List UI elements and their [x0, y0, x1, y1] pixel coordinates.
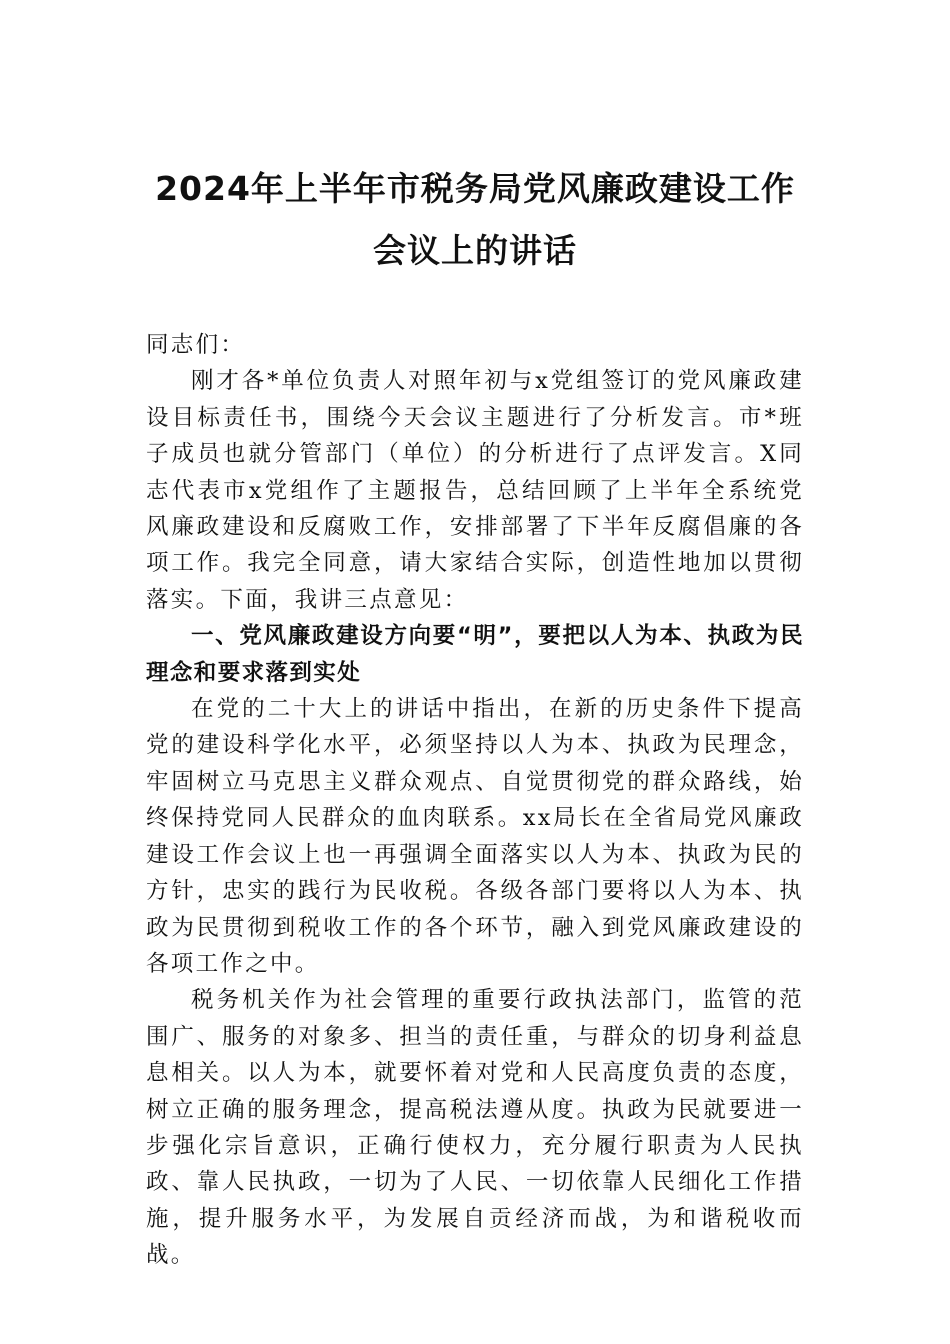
salutation: 同志们：: [146, 332, 246, 358]
paragraph-intro: 刚才各*单位负责人对照年初与x党组签订的党风廉政建设目标责任书，围绕今天会议主题进行了分析发言。市*班子成员也就分管部门（单位）的分析进行了点评发言。X同志代表市x党组作了主题报告，总结回顾了上半年全系统党风廉政建设和反腐败工作，安排部署了下半年反腐倡廉的各项工作。我完全同意，请大家结合实际，创造性地加以贯彻落实。下面，我讲三点意见：: [146, 368, 804, 613]
document-body: [146, 327, 804, 1274]
document-title: [130, 158, 820, 282]
title-line-2: 会议上的讲话: [373, 231, 577, 270]
title-line-1: 2024年上半年市税务局党风廉政建设工作: [155, 169, 795, 208]
paragraph-section-1a: 在党的二十大上的讲话中指出，在新的历史条件下提高党的建设科学化水平，必须坚持以人为本、执政为民理念，牢固树立马克思主义群众观点、自觉贯彻党的群众路线，始终保持党同人民群众的血肉联系。xx局长在全省局党风廉政建设工作会议上也一再强调全面落实以人为本、执政为民的方针，忠实的践行为民收税。各级各部门要将以人为本、执政为民贯彻到税收工作的各个环节，融入到党风廉政建设的各项工作之中。: [146, 696, 804, 977]
section-heading-1: 一、党风廉政建设方向要“明”，要把以人为本、执政为民理念和要求落到实处: [146, 623, 804, 686]
paragraph-section-1b: 税务机关作为社会管理的重要行政执法部门，监管的范围广、服务的对象多、担当的责任重，与群众的切身利益息息相关。以人为本，就要怀着对党和人民高度负责的态度，树立正确的服务理念，提高税法遵从度。执政为民就要进一步强化宗旨意识，正确行使权力，充分履行职责为人民执政、靠人民执政，一切为了人民、一切依靠人民细化工作措施，提升服务水平，为发展自贡经济而战，为和谐税收而战。: [146, 987, 804, 1269]
